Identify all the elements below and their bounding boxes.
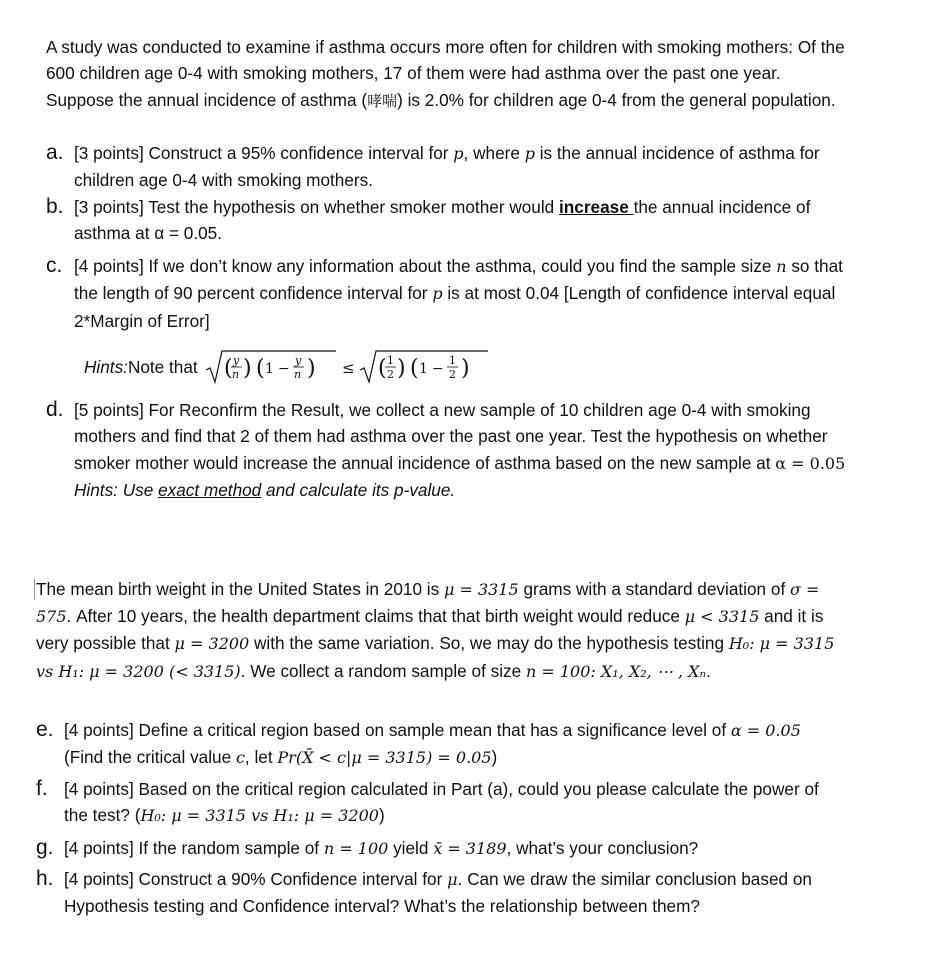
svg-text:): ) bbox=[306, 356, 316, 381]
text: [4 points] Construct a 90% Confidence interval for bbox=[64, 869, 448, 889]
minus: − bbox=[277, 361, 290, 377]
text: . bbox=[705, 660, 711, 681]
math: α = 0.05 bbox=[730, 721, 801, 740]
math-n: n bbox=[776, 257, 787, 276]
hint-label: Hints: bbox=[84, 356, 128, 377]
text: yield bbox=[388, 838, 434, 858]
text: [4 points] If we don’t know any information about the asthma, could you find the sample size bbox=[74, 256, 777, 276]
one: 1 bbox=[418, 361, 428, 377]
svg-text:): ) bbox=[460, 356, 470, 381]
math: n = 100 bbox=[323, 839, 389, 858]
emphasis-increase: increase bbox=[559, 197, 634, 217]
asthma-chinese: 哮喘 bbox=[367, 91, 398, 110]
frac-y: y bbox=[232, 354, 239, 367]
math: x̄ = 3189 bbox=[433, 839, 507, 858]
text: (Find the critical value bbox=[64, 747, 236, 768]
question-letter: c. bbox=[46, 254, 63, 277]
math-alpha: α = 0.05 bbox=[775, 453, 846, 473]
svg-text:(: ( bbox=[409, 356, 419, 381]
question-letter: a. bbox=[46, 141, 64, 164]
math: H₀: μ = 3315 vs H₁: μ = 3200 (< 3315) bbox=[36, 634, 835, 681]
problem1-intro bbox=[46, 34, 846, 114]
svg-text:(: ( bbox=[377, 356, 387, 381]
text: ) bbox=[491, 747, 498, 768]
text: the annual incidence of asthma at α = 0.05. bbox=[74, 197, 811, 244]
text: grams with a standard deviation of bbox=[518, 579, 790, 599]
math-p: p bbox=[524, 144, 535, 163]
text: . Can we draw the similar conclusion based on Hypothesis testing and Confidence interval? What’s the relationship between them? bbox=[64, 869, 812, 917]
problem2-intro bbox=[36, 576, 836, 685]
question-a bbox=[46, 140, 846, 194]
question-b bbox=[46, 194, 846, 247]
text-cursor-bar bbox=[34, 578, 35, 600]
svg-text:): ) bbox=[396, 356, 406, 381]
math: μ = 3200 bbox=[174, 634, 250, 654]
text: [3 points] Test the hypothesis on whether smoker mother would bbox=[74, 197, 560, 217]
math: μ bbox=[447, 870, 458, 889]
intro-text-2: ) is 2.0% for children age 0-4 from the general population. bbox=[397, 89, 836, 110]
question-g bbox=[36, 835, 836, 862]
svg-text:(: ( bbox=[223, 356, 233, 381]
frac-two: 2 bbox=[448, 368, 456, 381]
text: [4 points] Define a critical region based on sample mean that has a significance level of bbox=[64, 720, 731, 740]
question-e bbox=[36, 717, 836, 771]
question-letter: g. bbox=[36, 836, 54, 859]
text: , what’s your conclusion? bbox=[506, 838, 699, 858]
hint-text: Hints: Use bbox=[74, 480, 159, 501]
math: σ = 575 bbox=[36, 580, 820, 627]
hint-formula bbox=[204, 348, 494, 386]
hint-row bbox=[84, 348, 494, 386]
text: , let bbox=[244, 747, 278, 768]
math: n = 100: X₁, X₂, ⋯ , Xₙ bbox=[525, 661, 706, 681]
question-c bbox=[46, 253, 846, 334]
math: μ < 3315 bbox=[684, 607, 760, 627]
one: 1 bbox=[264, 361, 274, 377]
question-letter: b. bbox=[46, 195, 64, 218]
question-d bbox=[46, 397, 846, 504]
svg-text:): ) bbox=[242, 356, 252, 381]
text: and it is very possible that bbox=[36, 606, 824, 654]
math: c bbox=[235, 748, 245, 768]
text: ) bbox=[378, 805, 385, 826]
inequality-formula bbox=[204, 348, 494, 386]
hint-exact-method: exact method bbox=[158, 480, 262, 501]
text: [4 points] If the random sample of bbox=[64, 838, 324, 858]
text: with the same variation. So, we may do the hypothesis testing bbox=[249, 633, 729, 654]
leq-sign: ≤ bbox=[341, 359, 355, 377]
hint-text: Note that bbox=[127, 356, 198, 377]
frac-one: 1 bbox=[448, 354, 456, 367]
text: [4 points] Based on the critical region calculated in Part (a), could you please calculate the power of the test? ( bbox=[64, 779, 819, 826]
svg-text:(: ( bbox=[255, 356, 265, 381]
intro-text: A study was conducted to examine if asthma occurs more often for children with smoking mothers: Of the 600 children age 0-4 with smoking mothers, 17 of them were had asthma over the past one year. Suppose the annual incidence of asthma ( bbox=[46, 37, 845, 110]
question-f bbox=[36, 776, 836, 829]
question-letter: f. bbox=[36, 777, 48, 800]
frac-one: 1 bbox=[386, 354, 394, 367]
frac-n: n bbox=[293, 368, 301, 381]
frac-n: n bbox=[231, 368, 239, 381]
hint-text: and calculate its p-value. bbox=[261, 480, 456, 501]
question-letter: e. bbox=[36, 718, 54, 741]
frac-two: 2 bbox=[386, 368, 394, 381]
frac-y: y bbox=[294, 354, 301, 367]
math: Pr(X̄ < c|μ = 3315) = 0.05 bbox=[277, 748, 492, 768]
text: so that the length of 90 percent confidence interval for bbox=[74, 256, 843, 304]
text: . We collect a random sample of size bbox=[240, 660, 526, 681]
text: is the annual incidence of asthma for children age 0-4 with smoking mothers. bbox=[74, 143, 820, 191]
math-p: p bbox=[453, 144, 464, 163]
question-h bbox=[36, 866, 836, 919]
math: H₀: μ = 3315 vs H₁: μ = 3200 bbox=[140, 806, 379, 826]
text: , where bbox=[463, 143, 525, 163]
text: [5 points] For Reconfirm the Result, we collect a new sample of 10 children age 0-4 with smoking mothers and find that 2 of them had asthma over the past one year. Test the hypothesis on whether smoker mother would increase the annual incidence of asthma based on the new sample at bbox=[74, 400, 828, 473]
question-letter: h. bbox=[36, 867, 54, 890]
text: . After 10 years, the health department claims that that birth weight would reduce bbox=[66, 606, 685, 627]
text: The mean birth weight in the United States in 2010 is bbox=[36, 579, 444, 599]
math: μ = 3315 bbox=[443, 580, 519, 599]
math-p: p bbox=[432, 284, 443, 304]
minus: − bbox=[431, 361, 444, 377]
text: [3 points] Construct a 95% confidence interval for bbox=[74, 143, 454, 163]
text: is at most 0.04 [Length of confidence interval equal 2*Margin of Error] bbox=[74, 283, 836, 331]
question-letter: d. bbox=[46, 398, 64, 421]
